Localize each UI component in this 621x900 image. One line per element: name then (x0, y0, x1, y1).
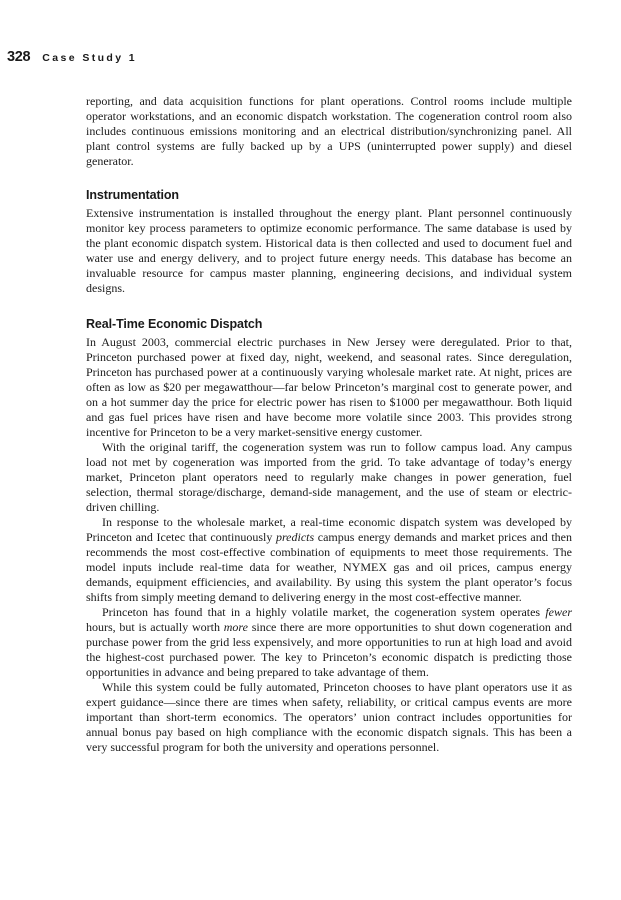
text-run: Princeton has found that in a highly volatile market, the cogeneration system operates (102, 605, 546, 619)
emphasis-fewer: fewer (545, 605, 572, 619)
dispatch-paragraph-2: With the original tariff, the cogeneration system was run to follow campus load. Any campus load not met by cogeneration was imported from the grid. To take advantage of today’s energy market, Princeton plant operators need to regularly make changes in power generation, fuel selection, thermal storage/discharge, demand-side management, and the use of steam or electric-driven chilling. (86, 440, 572, 514)
text-run: In response to the wholesale market, a real-time economic dispatch system was developed by Princeton and Icetec that continuously (86, 515, 572, 544)
section-heading-dispatch: Real-Time Economic Dispatch (86, 317, 263, 331)
dispatch-paragraph-4 (86, 605, 572, 680)
dispatch-paragraph-1: In August 2003, commercial electric purchases in New Jersey were deregulated. Prior to that, Princeton purchased power at fixed day, night, weekend, and seasonal rates. Since deregulation, Princeton has purchased power at a continuously varying wholesale market rate. At night, prices are often as low as $20 per megawatthour—far below Princeton’s marginal cost to generate power, and on a hot summer day the price for electric power has risen to $1000 per megawatthour. Both liquid and gas fuel prices have risen and have become more volatile since 2003. This provides strong incentive for Princeton to be a very market-sensitive energy customer. (86, 335, 572, 439)
instrumentation-paragraph: Extensive instrumentation is installed throughout the energy plant. Plant personnel continuously monitor key process parameters to optimize economic performance. The same database is used by the plant economic dispatch system. Historical data is then collected and used to document fuel and water use and energy delivery, and to project future energy needs. This database has become an invaluable resource for campus master planning, engineering decisions, and individual system designs. (86, 206, 572, 295)
emphasis-more: more (223, 620, 248, 634)
text-run: since there are more opportunities to shut down cogeneration and purchase power from the grid less expensively, and more opportunities to run at high load and avoid the highest-cost purchased power. The key to Princeton’s economic dispatch is predicting those opportunities in advance and being prepared to take advantage of them. (86, 620, 573, 679)
dispatch-paragraph-5: While this system could be fully automated, Princeton chooses to have plant operators use it as expert guidance—since there are times when safety, reliability, or critical campus events are more important than short-term economics. The operators’ union contract includes opportunities for annual bonus pay based on high compliance with the economic dispatch signals. This has been a very successful program for both the university and operations personnel. (86, 680, 572, 754)
emphasis-predicts: predicts (275, 530, 315, 544)
page-number: 328 (7, 49, 31, 65)
text-run: campus energy demands and market prices and then recommends the most cost-effective combination of equipments to meet those requirements. The model inputs include real-time data for weather, NYMEX gas and oil prices, campus energy demands, equipment efficiencies, and availability. By using this system the plant operator’s focus shifts from simply meeting demand to delivering energy in the most cost-effective manner. (86, 530, 572, 604)
text-run: hours, but is actually worth (86, 620, 224, 634)
page-header (7, 48, 137, 66)
section-heading-instrumentation: Instrumentation (86, 188, 179, 202)
dispatch-paragraph-3 (86, 515, 572, 605)
intro-paragraph: reporting, and data acquisition functions for plant operations. Control rooms include multiple operator workstations, and an economic dispatch workstation. The cogeneration control room also includes continuous emissions monitoring and an electrical distribution/synchronizing panel. All plant control systems are fully backed up by a UPS (uninterrupted power supply) and diesel generator. (86, 94, 572, 168)
running-head: Case Study 1 (42, 52, 138, 64)
page-body (86, 94, 572, 755)
